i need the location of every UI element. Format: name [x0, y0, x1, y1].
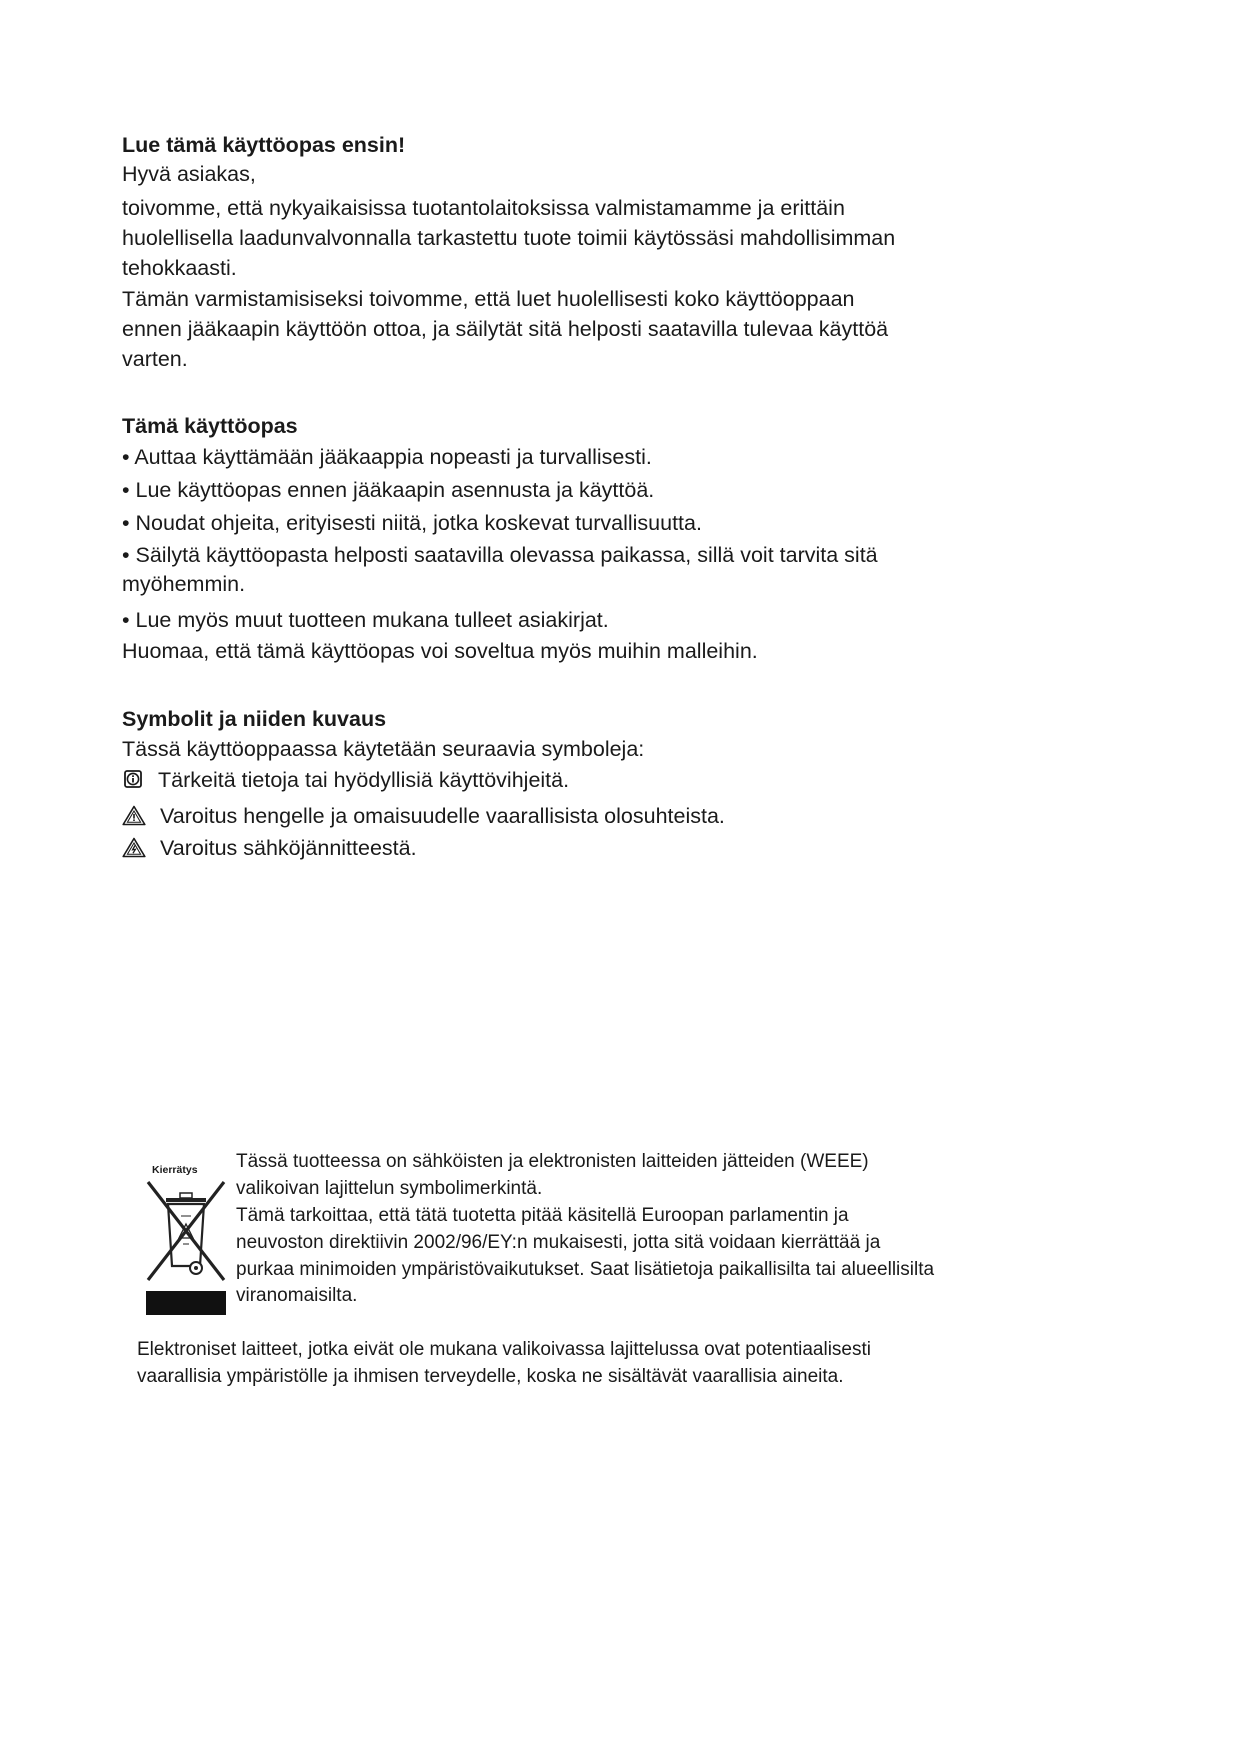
symbol-info-text: Tärkeitä tietoja tai hyödyllisiä käyttövihjeitä. [158, 768, 570, 792]
weee-text-line: Tässä tuotteessa on sähköisten ja elektronisten laitteiden jätteiden (WEEE) [236, 1151, 869, 1172]
symbol-electric-text: Varoitus sähköjännitteestä. [160, 836, 417, 860]
guide-bullet: • Auttaa käyttämään jääkaappia nopeasti ja turvallisesti. [122, 445, 652, 469]
greeting: Hyvä asiakas, [122, 162, 256, 186]
guide-heading: Tämä käyttöopas [122, 414, 298, 438]
guide-bullet: • Lue myös muut tuotteen mukana tulleet asiakirjat. [122, 608, 609, 632]
intro-paragraph-line: huolellisella laadunvalvonnalla tarkastettu tuote toimii käytössäsi mahdollisimman [122, 226, 896, 250]
weee-text-line: neuvoston direktiivin 2002/96/EY:n mukaisesti, jotta sitä voidaan kierrättää ja [236, 1232, 881, 1253]
weee-text-line: Tämä tarkoittaa, että tätä tuotetta pitää käsitellä Euroopan parlamentin ja [236, 1205, 849, 1226]
warning-icon [122, 805, 146, 826]
symbols-heading: Symbolit ja niiden kuvaus [122, 707, 387, 731]
guide-bullet: • Lue käyttöopas ennen jääkaapin asennusta ja käyttöä. [122, 478, 655, 502]
weee-logo-label: Kierrätys [152, 1164, 198, 1176]
symbols-intro: Tässä käyttöoppaassa käytetään seuraavia symboleja: [122, 737, 645, 761]
intro-paragraph-line: ennen jääkaapin käyttöön ottoa, ja säilytät sitä helposti saatavilla tulevaa käyttöä [122, 317, 889, 341]
crossed-out-bin-icon [140, 1176, 232, 1318]
intro-paragraph-line: toivomme, että nykyaikaisissa tuotantolaitoksissa valmistamamme ja erittäin [122, 196, 845, 220]
weee-text-line: valikoivan lajittelun symbolimerkintä. [236, 1178, 543, 1199]
info-icon [124, 770, 142, 788]
weee-text-line: viranomaisilta. [236, 1285, 358, 1306]
guide-bullet: • Säilytä käyttöopasta helposti saatavilla olevassa paikassa, sillä voit tarvita sitä [122, 543, 878, 567]
intro-heading: Lue tämä käyttöopas ensin! [122, 133, 406, 157]
electric-warning-icon [122, 837, 146, 858]
intro-paragraph-line: varten. [122, 347, 188, 371]
weee-footer-line: Elektroniset laitteet, jotka eivät ole mukana valikoivassa lajittelussa ovat potentiaalisesti [137, 1339, 871, 1360]
weee-footer-line: vaarallisia ympäristölle ja ihmisen terveydelle, koska ne sisältävät vaarallisia aineita. [137, 1366, 844, 1387]
guide-note: Huomaa, että tämä käyttöopas voi soveltua myös muihin malleihin. [122, 639, 758, 663]
weee-logo [140, 1150, 232, 1320]
intro-paragraph-line: tehokkaasti. [122, 256, 237, 280]
guide-bullet: • Noudat ohjeita, erityisesti niitä, jotka koskevat turvallisuutta. [122, 511, 702, 535]
guide-bullet-continuation: myöhemmin. [122, 572, 246, 596]
weee-text-line: purkaa minimoiden ympäristövaikutukset. Saat lisätietoja paikallisilta tai alueellisilta [236, 1259, 935, 1280]
intro-paragraph-line: Tämän varmistamisiseksi toivomme, että luet huolellisesti koko käyttöoppaan [122, 287, 855, 311]
symbol-warning-text: Varoitus hengelle ja omaisuudelle vaarallisista olosuhteista. [160, 804, 725, 828]
